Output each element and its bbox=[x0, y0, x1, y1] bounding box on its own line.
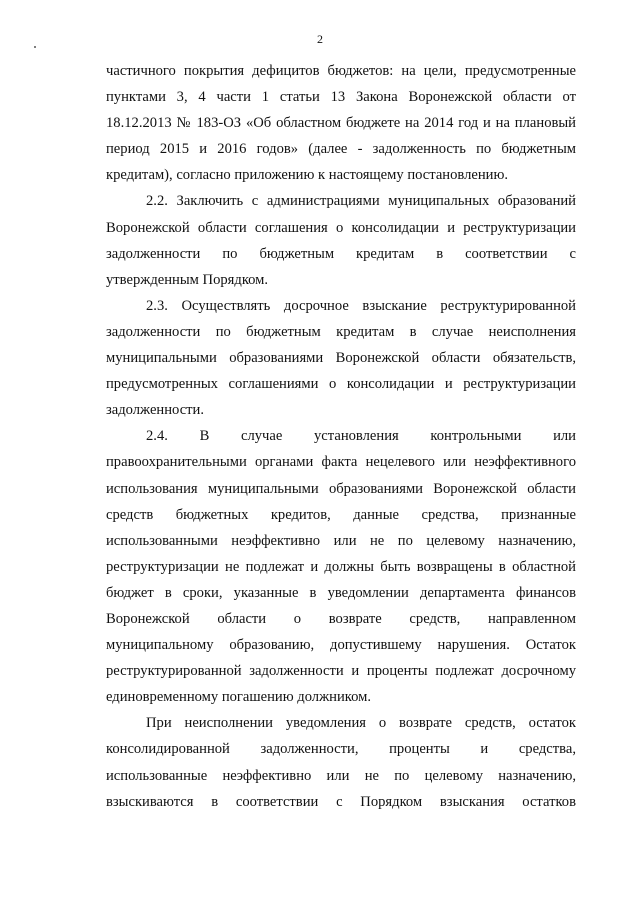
text-line: правоохранительными органами факта нецелевого или неэффективного bbox=[106, 454, 576, 471]
text-line: 2.3. Осуществлять досрочное взыскание реструктурированной bbox=[146, 297, 576, 314]
text-line: консолидированной задолженности, проценты и средства, bbox=[106, 741, 576, 758]
paragraph-continuation bbox=[106, 58, 576, 188]
text-line: использования муниципальными образованиями Воронежской области bbox=[106, 480, 576, 497]
text-line: муниципальному образованию, допустившему нарушения. Остаток bbox=[106, 637, 576, 654]
text-line: Воронежской области о возврате средств, направленном bbox=[106, 610, 576, 627]
text-line: 18.12.2013 № 183-ОЗ «Об областном бюджете на 2014 год и на плановый bbox=[106, 115, 576, 132]
text-line: реструктуризации не подлежат и должны быть возвращены в областной bbox=[106, 558, 576, 575]
paragraph-non-compliance bbox=[106, 710, 576, 814]
scan-speck bbox=[34, 46, 36, 48]
page-number: 2 bbox=[317, 32, 323, 46]
text-line: использованными неэффективно или не по целевому назначению, bbox=[106, 532, 576, 549]
text-line: реструктурированной задолженности и проценты подлежат досрочному bbox=[106, 663, 576, 680]
text-line: утвержденным Порядком. bbox=[106, 271, 269, 288]
text-line: использованные неэффективно или не по целевому назначению, bbox=[106, 767, 576, 784]
text-line: бюджет в сроки, указанные в уведомлении департамента финансов bbox=[106, 584, 576, 601]
paragraph-2-3 bbox=[106, 293, 576, 423]
text-line: муниципальными образованиями Воронежской области обязательств, bbox=[106, 350, 576, 367]
text-line: предусмотренных соглашениями о консолидации и реструктуризации bbox=[106, 376, 576, 393]
text-line: взыскиваются в соответствии с Порядком взыскания остатков bbox=[106, 793, 576, 810]
text-line: задолженности по бюджетным кредитам в случае неисполнения bbox=[106, 323, 576, 340]
text-line: кредитам), согласно приложению к настоящему постановлению. bbox=[106, 167, 509, 184]
text-line: При неисполнении уведомления о возврате средств, остаток bbox=[146, 715, 576, 732]
text-line: 2.2. Заключить с администрациями муниципальных образований bbox=[146, 193, 576, 210]
paragraph-2-4 bbox=[106, 423, 576, 710]
text-line: период 2015 и 2016 годов» (далее - задолженность по бюджетным bbox=[106, 141, 576, 158]
text-line: пунктами 3, 4 части 1 статьи 13 Закона Воронежской области от bbox=[106, 89, 576, 106]
text-line: средств бюджетных кредитов, данные средства, признанные bbox=[106, 506, 576, 523]
document-body bbox=[106, 58, 576, 815]
text-line: задолженности. bbox=[106, 402, 205, 419]
text-line: 2.4. В случае установления контрольными или bbox=[146, 428, 576, 445]
text-line: единовременному погашению должником. bbox=[106, 689, 372, 706]
text-line: Воронежской области соглашения о консолидации и реструктуризации bbox=[106, 219, 576, 236]
paragraph-2-2 bbox=[106, 188, 576, 292]
text-line: задолженности по бюджетным кредитам в соответствии с bbox=[106, 245, 576, 262]
text-line: частичного покрытия дефицитов бюджетов: на цели, предусмотренные bbox=[106, 63, 576, 79]
